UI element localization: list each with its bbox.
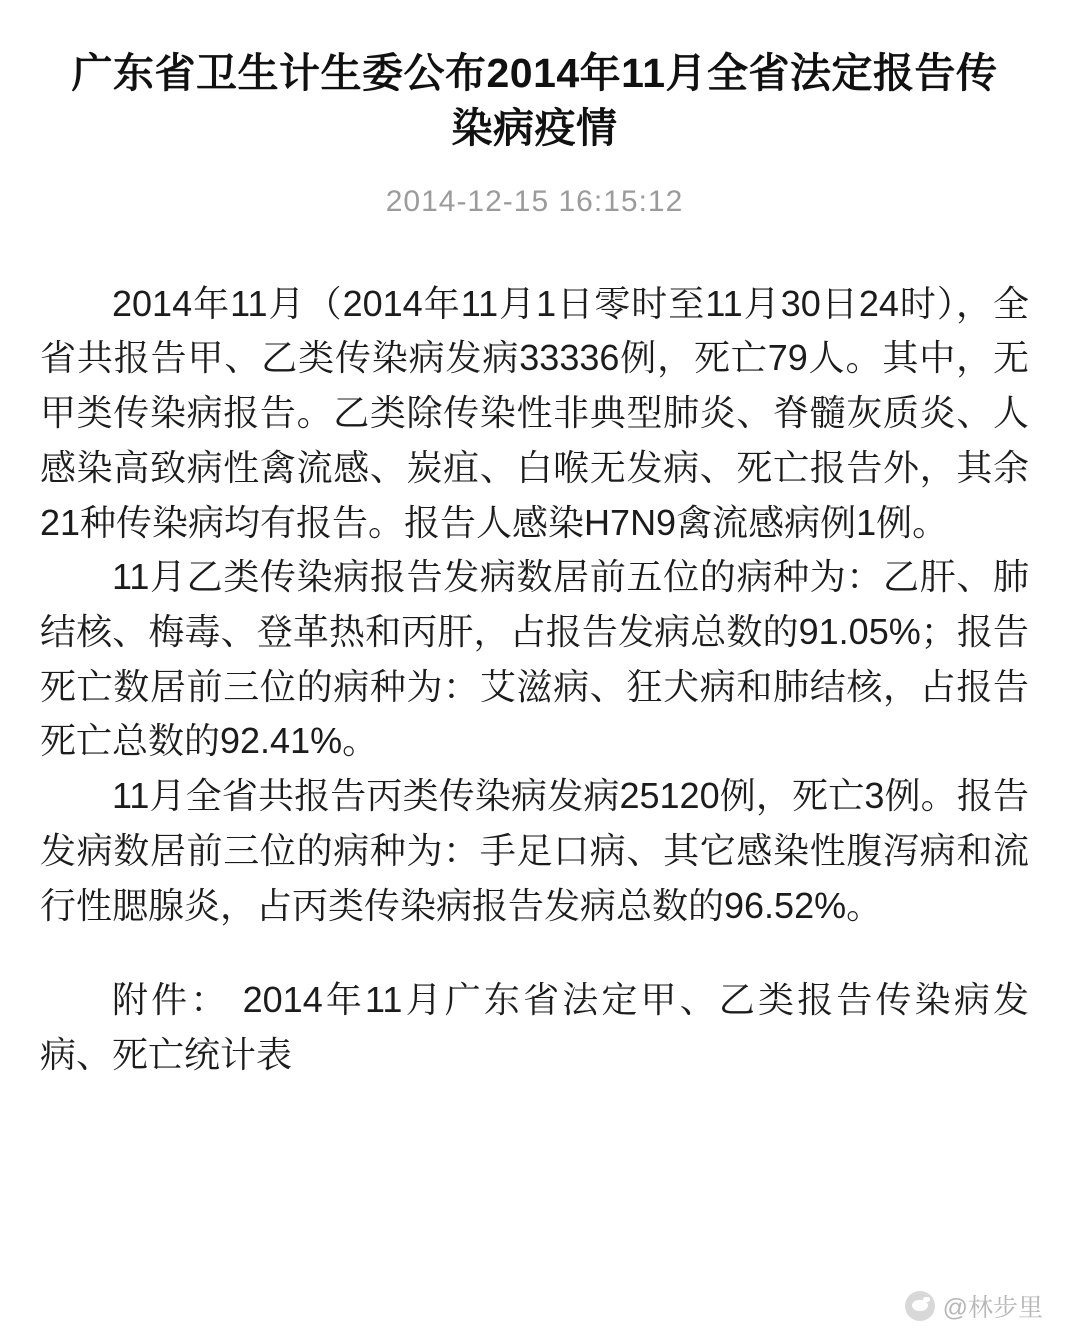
- article-attachment: 附件： 2014年11月广东省法定甲、乙类报告传染病发病、死亡统计表: [40, 979, 1029, 1076]
- watermark: [905, 1288, 1043, 1324]
- weibo-icon: [905, 1291, 935, 1321]
- page-title: 广东省卫生计生委公布2014年11月全省法定报告传染病疫情: [71, 50, 998, 152]
- article-paragraph: 11月全省共报告丙类传染病发病25120例，死亡3例。报告发病数居前三位的病种为：手足口病、其它感染性腹泻病和流行性腮腺炎，占丙类传染病报告发病总数的96.52%。: [40, 775, 1029, 926]
- article-paragraph: 2014年11月（2014年11月1日零时至11月30日24时），全省共报告甲、乙类传染病发病33336例，死亡79人。其中，无甲类传染病报告。乙类除传染性非典型肺炎、脊髓灰质炎、人感染高致病性禽流感、炭疽、白喉无发病、死亡报告外，其余21种传染病均有报告。报告人感染H7N9禽流感病例1例。: [40, 282, 1029, 543]
- article-body: [40, 277, 1029, 1083]
- publish-timestamp: 2014-12-15 16:15:12: [385, 184, 684, 218]
- article-paragraph: 11月乙类传染病报告发病数居前五位的病种为：乙肝、肺结核、梅毒、登革热和丙肝，占报告发病总数的91.05%；报告死亡数居前三位的病种为：艾滋病、狂犬病和肺结核，占报告死亡总数的92.41%。: [40, 556, 1029, 762]
- watermark-username: @林步里: [942, 1294, 1043, 1322]
